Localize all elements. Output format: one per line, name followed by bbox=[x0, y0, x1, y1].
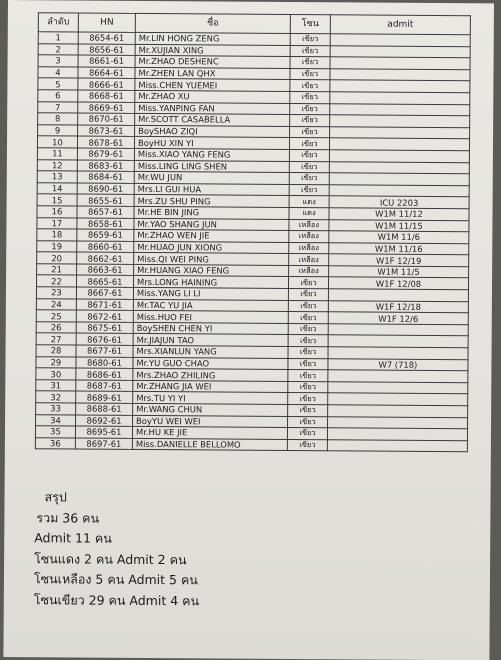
row-index: 7 bbox=[38, 101, 78, 113]
row-zone: เหลือง bbox=[289, 231, 329, 243]
row-patient-name: Miss.QI WEI PING bbox=[134, 253, 289, 266]
header-name: ชื่อ bbox=[135, 13, 290, 33]
row-zone: เขียว bbox=[288, 277, 328, 289]
row-index: 23 bbox=[36, 287, 76, 299]
row-hn: 8671-61 bbox=[76, 299, 133, 311]
row-admit bbox=[329, 138, 469, 151]
row-patient-name: BoyHU XIN YI bbox=[134, 137, 289, 150]
row-index: 16 bbox=[37, 206, 77, 218]
row-admit: W1M 11/5 bbox=[329, 266, 469, 279]
header-hn: HN bbox=[78, 13, 135, 32]
row-zone: เขียว bbox=[288, 358, 328, 370]
row-zone: เขียว bbox=[289, 173, 329, 185]
summary-total: รวม 36 คน bbox=[36, 509, 100, 526]
row-hn: 8656-61 bbox=[78, 44, 135, 56]
row-zone: เขียว bbox=[289, 184, 329, 196]
row-zone: เขียว bbox=[290, 115, 330, 127]
table-body bbox=[35, 32, 470, 452]
row-index: 2 bbox=[38, 43, 78, 55]
row-hn: 8676-61 bbox=[76, 333, 133, 345]
row-index: 12 bbox=[37, 159, 77, 171]
row-hn: 8677-61 bbox=[76, 345, 133, 357]
row-admit bbox=[329, 150, 469, 163]
row-admit: W1F 12/18 bbox=[328, 300, 468, 313]
row-hn: 8655-61 bbox=[77, 194, 134, 206]
row-hn: 8683-61 bbox=[77, 160, 134, 172]
row-admit bbox=[329, 161, 469, 174]
row-zone: เขียว bbox=[290, 33, 330, 45]
row-zone: เขียว bbox=[290, 68, 330, 80]
row-hn: 8680-61 bbox=[76, 357, 133, 369]
row-hn: 8662-61 bbox=[77, 252, 134, 264]
row-admit: W1F 12/6 bbox=[328, 312, 468, 325]
row-admit: ICU 2203 bbox=[329, 196, 469, 209]
table-row bbox=[35, 437, 467, 452]
row-index: 4 bbox=[38, 66, 78, 78]
row-patient-name: Mr.ZHEN LAN QHX bbox=[135, 67, 290, 80]
row-zone: เขียว bbox=[290, 45, 330, 57]
header-admit: admit bbox=[330, 15, 470, 35]
row-patient-name: Mr.YAO SHANG JUN bbox=[134, 218, 289, 231]
row-zone: เขียว bbox=[290, 91, 330, 103]
row-patient-name: Mr.TAC YU JIA bbox=[133, 299, 288, 312]
row-index: 30 bbox=[36, 368, 76, 380]
row-hn: 8673-61 bbox=[78, 125, 135, 137]
row-hn: 8686-61 bbox=[76, 368, 133, 380]
row-admit bbox=[330, 34, 470, 47]
row-index: 36 bbox=[35, 437, 75, 449]
summary-green-zone: โซนเขียว 29 คน Admit 4 คน bbox=[33, 591, 200, 608]
row-zone: เขียว bbox=[287, 428, 327, 440]
row-index: 32 bbox=[36, 391, 76, 403]
row-zone: เขียว bbox=[288, 393, 328, 405]
row-hn: 8663-61 bbox=[77, 264, 134, 276]
row-admit: W1M 11/6 bbox=[329, 231, 469, 244]
row-patient-name: Miss.XIAO YANG FENG bbox=[134, 148, 289, 161]
row-hn: 8659-61 bbox=[77, 229, 134, 241]
row-index: 22 bbox=[36, 275, 76, 287]
row-admit bbox=[330, 103, 470, 116]
summary-red-zone: โซนแดง 2 คน Admit 2 คน bbox=[34, 550, 187, 567]
row-zone: เขียว bbox=[290, 80, 330, 92]
row-admit bbox=[328, 382, 468, 395]
row-hn: 8660-61 bbox=[77, 241, 134, 253]
row-index: 8 bbox=[38, 113, 78, 125]
row-patient-name: Mr.HE BIN JING bbox=[134, 206, 289, 219]
row-index: 24 bbox=[36, 298, 76, 310]
row-patient-name: Miss.DANIELLE BELLOMO bbox=[132, 438, 287, 451]
summary-yellow-zone: โซนเหลือง 5 คน Admit 5 คน bbox=[33, 571, 198, 588]
row-admit: W1M 11/12 bbox=[329, 208, 469, 221]
row-admit bbox=[328, 347, 468, 360]
row-patient-name: Miss.YANG LI LI bbox=[133, 287, 288, 300]
row-hn: 8667-61 bbox=[76, 287, 133, 299]
row-zone: เหลือง bbox=[289, 219, 329, 231]
row-zone: เหลือง bbox=[289, 265, 329, 277]
row-index: 33 bbox=[36, 403, 76, 415]
paper-sheet bbox=[3, 0, 494, 660]
row-admit: W1F 12/19 bbox=[329, 254, 469, 267]
summary-block bbox=[34, 487, 200, 611]
row-patient-name: Mr.YU GUO CHAO bbox=[133, 357, 288, 370]
row-hn: 8664-61 bbox=[78, 67, 135, 79]
patient-table bbox=[35, 12, 471, 452]
row-patient-name: Mrs.LI GUI HUA bbox=[134, 183, 289, 196]
row-index: 15 bbox=[37, 194, 77, 206]
row-zone: เขียว bbox=[289, 149, 329, 161]
row-hn: 8679-61 bbox=[77, 148, 134, 160]
row-index: 20 bbox=[37, 252, 77, 264]
row-hn: 8672-61 bbox=[76, 310, 133, 322]
row-index: 9 bbox=[38, 124, 78, 136]
row-patient-name: Mr.JIAJUN TAO bbox=[133, 334, 288, 347]
row-zone: แดง bbox=[289, 207, 329, 219]
row-index: 5 bbox=[38, 78, 78, 90]
row-hn: 8684-61 bbox=[77, 171, 134, 183]
row-zone: เขียว bbox=[288, 323, 328, 335]
row-hn: 8687-61 bbox=[76, 380, 133, 392]
row-admit bbox=[329, 173, 469, 186]
row-admit: W7 (718) bbox=[328, 358, 468, 371]
row-zone: เขียว bbox=[287, 439, 327, 451]
row-zone: เขียว bbox=[290, 103, 330, 115]
row-index: 14 bbox=[37, 182, 77, 194]
row-hn: 8658-61 bbox=[77, 217, 134, 229]
row-zone: เขียว bbox=[288, 416, 328, 428]
row-hn: 8692-61 bbox=[76, 415, 133, 427]
row-hn: 8661-61 bbox=[78, 55, 135, 67]
row-hn: 8657-61 bbox=[77, 206, 134, 218]
row-admit bbox=[330, 57, 470, 70]
row-patient-name: Mr.HU KE JIE bbox=[132, 427, 287, 440]
row-zone: เขียว bbox=[288, 346, 328, 358]
row-index: 10 bbox=[37, 136, 77, 148]
row-index: 19 bbox=[37, 240, 77, 252]
row-index: 29 bbox=[36, 356, 76, 368]
row-patient-name: BoySHAO ZIQI bbox=[135, 125, 290, 138]
row-zone: เขียว bbox=[288, 312, 328, 324]
row-zone: เหลือง bbox=[289, 242, 329, 254]
row-patient-name: Mrs.ZHAO ZHILING bbox=[133, 369, 288, 382]
row-index: 17 bbox=[37, 217, 77, 229]
row-hn: 8697-61 bbox=[75, 438, 132, 450]
summary-title: สรุป bbox=[44, 489, 67, 505]
row-index: 34 bbox=[36, 414, 76, 426]
row-admit bbox=[330, 80, 470, 93]
row-admit bbox=[330, 69, 470, 82]
row-index: 35 bbox=[35, 426, 75, 438]
row-patient-name: Mrs.LONG HAINING bbox=[133, 276, 288, 289]
row-patient-name: Miss.CHEN YUEMEI bbox=[135, 79, 290, 92]
row-index: 13 bbox=[37, 171, 77, 183]
row-admit bbox=[330, 45, 470, 58]
row-admit bbox=[330, 92, 470, 105]
row-admit bbox=[328, 405, 468, 418]
row-admit bbox=[328, 289, 468, 302]
row-zone: เหลือง bbox=[289, 254, 329, 266]
row-admit bbox=[330, 126, 470, 139]
row-hn: 8678-61 bbox=[77, 136, 134, 148]
row-zone: เขียว bbox=[289, 138, 329, 150]
row-zone: เขียว bbox=[290, 126, 330, 138]
row-patient-name: Miss.HUO FEI bbox=[133, 311, 288, 324]
row-zone: เขียว bbox=[288, 300, 328, 312]
row-zone: เขียว bbox=[288, 381, 328, 393]
row-admit bbox=[329, 184, 469, 197]
row-hn: 8666-61 bbox=[78, 78, 135, 90]
row-patient-name: Mrs.TU YI YI bbox=[133, 392, 288, 405]
row-admit: W1M 11/15 bbox=[329, 219, 469, 232]
row-index: 31 bbox=[36, 380, 76, 392]
row-hn: 8665-61 bbox=[76, 275, 133, 287]
row-hn: 8654-61 bbox=[78, 32, 135, 44]
row-index: 25 bbox=[36, 310, 76, 322]
row-hn: 8675-61 bbox=[76, 322, 133, 334]
row-hn: 8669-61 bbox=[78, 102, 135, 114]
row-hn: 8695-61 bbox=[75, 426, 132, 438]
row-hn: 8688-61 bbox=[76, 403, 133, 415]
row-zone: เขียว bbox=[290, 57, 330, 69]
row-zone: เขียว bbox=[289, 161, 329, 173]
row-patient-name: Mr.HUANG XIAO FENG bbox=[134, 264, 289, 277]
row-patient-name: Mrs.ZU SHU PING bbox=[134, 195, 289, 208]
row-admit bbox=[327, 440, 467, 453]
row-zone: เขียว bbox=[288, 289, 328, 301]
row-hn: 8689-61 bbox=[76, 391, 133, 403]
row-index: 21 bbox=[37, 264, 77, 276]
summary-admit: Admit 11 คน bbox=[34, 530, 112, 546]
row-zone: เขียว bbox=[288, 370, 328, 382]
row-patient-name: Miss.LING LING SHEN bbox=[134, 160, 289, 173]
row-patient-name: Mr.HUAO JUN XIONG bbox=[134, 241, 289, 254]
row-index: 1 bbox=[38, 32, 78, 44]
row-index: 6 bbox=[38, 90, 78, 102]
row-admit bbox=[328, 370, 468, 383]
row-hn: 8670-61 bbox=[78, 113, 135, 125]
row-patient-name: Mr.XUJIAN XING bbox=[135, 44, 290, 57]
row-patient-name: BoySHEN CHEN YI bbox=[133, 322, 288, 335]
row-admit: W1F 12/08 bbox=[328, 277, 468, 290]
row-patient-name: Mr.WANG CHUN bbox=[133, 403, 288, 416]
row-admit bbox=[330, 115, 470, 128]
header-zone: โซน bbox=[290, 14, 330, 33]
row-admit bbox=[328, 335, 468, 348]
row-index: 26 bbox=[36, 322, 76, 334]
row-patient-name: Mr.LIN HONG ZENG bbox=[135, 32, 290, 45]
row-admit bbox=[328, 393, 468, 406]
row-patient-name: Mr.ZHAO XU bbox=[135, 90, 290, 103]
row-patient-name: Mr.ZHAO DESHENC bbox=[135, 56, 290, 69]
header-index: ลำดับ bbox=[38, 13, 78, 32]
row-admit bbox=[327, 428, 467, 441]
row-patient-name: BoyYU WEI WEI bbox=[133, 415, 288, 428]
row-hn: 8668-61 bbox=[78, 90, 135, 102]
row-patient-name: Mr.ZHAO WEN JIE bbox=[134, 229, 289, 242]
row-admit: W1M 11/16 bbox=[329, 242, 469, 255]
row-admit bbox=[328, 324, 468, 337]
row-patient-name: Mrs.XIANLUN YANG bbox=[133, 345, 288, 358]
row-patient-name: Mr.SCOTT CASABELLA bbox=[135, 114, 290, 127]
row-index: 27 bbox=[36, 333, 76, 345]
row-zone: แดง bbox=[289, 196, 329, 208]
row-patient-name: Miss.YANPING FAN bbox=[135, 102, 290, 115]
row-admit bbox=[328, 416, 468, 429]
row-hn: 8690-61 bbox=[77, 183, 134, 195]
row-patient-name: Mr.WU JUN bbox=[134, 172, 289, 185]
row-zone: เขียว bbox=[288, 404, 328, 416]
row-index: 3 bbox=[38, 55, 78, 67]
row-patient-name: Mr.ZHANG JIA WEI bbox=[133, 380, 288, 393]
row-index: 18 bbox=[37, 229, 77, 241]
row-zone: เขียว bbox=[288, 335, 328, 347]
row-index: 11 bbox=[37, 148, 77, 160]
row-index: 28 bbox=[36, 345, 76, 357]
